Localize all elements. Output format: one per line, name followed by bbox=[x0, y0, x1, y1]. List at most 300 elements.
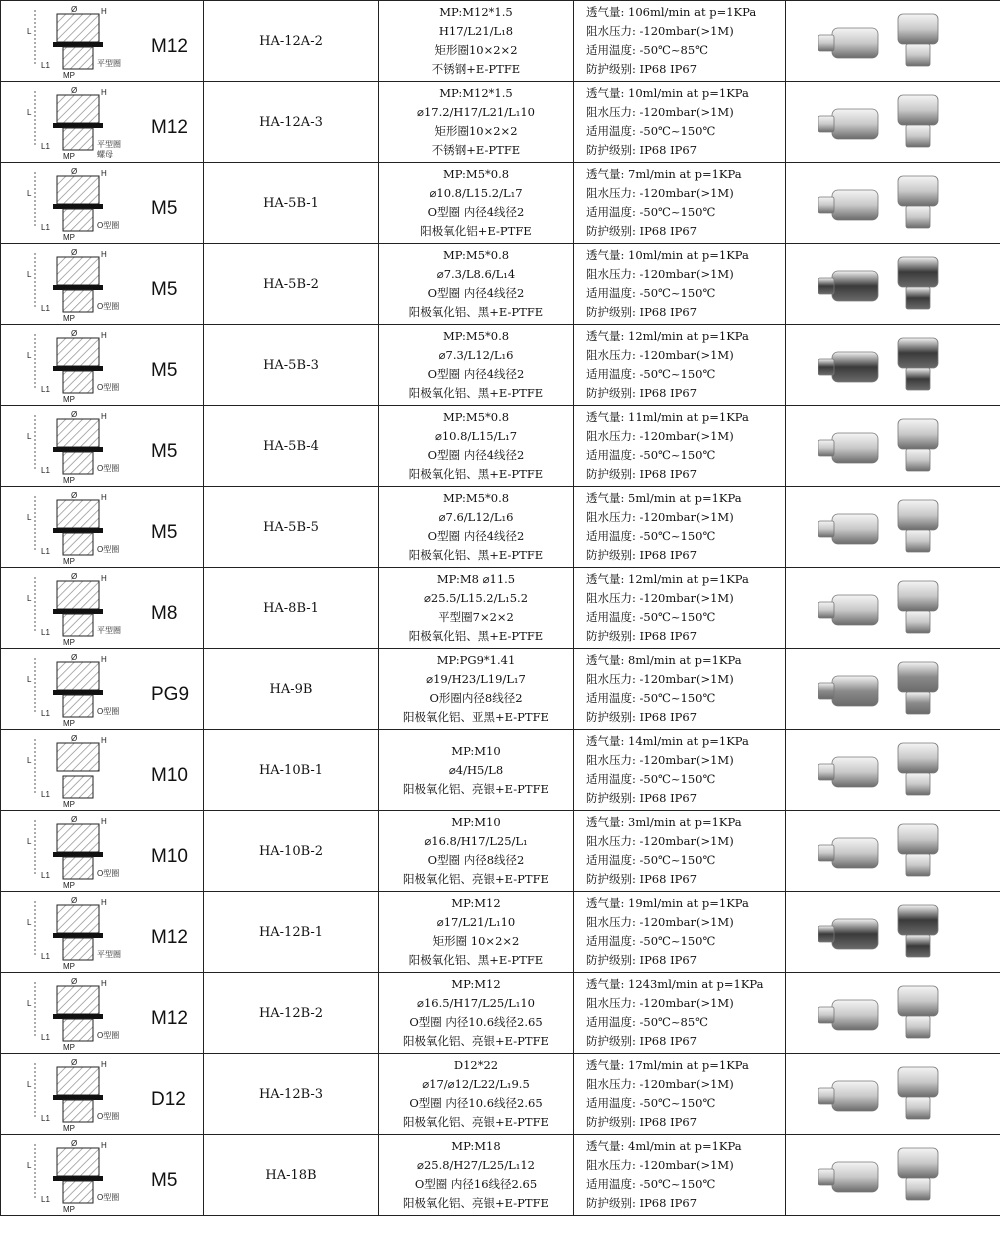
spec-line: ⌀16.5/H17/L25/L₁10 bbox=[417, 996, 535, 1010]
plug-thread-section bbox=[63, 776, 93, 798]
table-row bbox=[1, 244, 1000, 325]
diameter-label: Ø bbox=[71, 247, 78, 257]
performance-line: 防护级别: IP68 IP67 bbox=[586, 953, 698, 967]
model-number: HA-5B-4 bbox=[204, 406, 379, 487]
l1-label: L1 bbox=[41, 789, 50, 799]
length-label: L bbox=[27, 674, 32, 684]
length-label: L bbox=[27, 107, 32, 117]
specification-cell bbox=[379, 649, 574, 730]
dimension-diagram bbox=[1, 1136, 202, 1215]
performance-line: 适用温度: -50℃~150℃ bbox=[586, 610, 716, 624]
thread-size-label: M12 bbox=[151, 116, 188, 138]
seal-ring-section bbox=[53, 1095, 103, 1100]
vent-plug-right bbox=[898, 743, 938, 795]
spec-line: MP:M12 bbox=[451, 896, 501, 910]
height-label: H bbox=[101, 735, 107, 745]
seal-type-label: O型圈 bbox=[97, 220, 120, 230]
seal-type-label: O型圈 bbox=[97, 1111, 120, 1121]
thread-size-label: M12 bbox=[151, 1007, 188, 1029]
mp-label: MP bbox=[63, 718, 75, 728]
seal-ring-section bbox=[53, 528, 103, 533]
diameter-label: Ø bbox=[71, 4, 78, 14]
plug-thread-section bbox=[63, 47, 93, 69]
spec-line: D12*22 bbox=[453, 1058, 499, 1072]
l1-label: L1 bbox=[41, 870, 50, 880]
spec-line: ⌀17.2/H17/L21/L₁10 bbox=[417, 105, 535, 119]
height-label: H bbox=[101, 492, 107, 502]
product-photo bbox=[818, 492, 968, 562]
plug-drawing bbox=[27, 5, 121, 80]
plug-drawing bbox=[27, 734, 107, 809]
vent-plug-right bbox=[898, 581, 938, 633]
product-photo-cell bbox=[786, 568, 1000, 649]
plug-head-section bbox=[57, 986, 99, 1014]
length-label: L bbox=[27, 755, 32, 765]
plug-thread-section bbox=[63, 1100, 93, 1122]
model-number: HA-10B-2 bbox=[204, 811, 379, 892]
seal-ring-section bbox=[53, 285, 103, 290]
performance-line: 适用温度: -50℃~150℃ bbox=[586, 1096, 716, 1110]
dimension-diagram bbox=[1, 1055, 202, 1134]
performance-line: 防护级别: IP68 IP67 bbox=[586, 467, 698, 481]
product-photo bbox=[818, 1059, 968, 1129]
dimension-diagram-cell bbox=[1, 811, 204, 892]
spec-line: ⌀25.8/H27/L25/L₁12 bbox=[417, 1158, 535, 1172]
diameter-label: Ø bbox=[71, 652, 78, 662]
spec-line: H17/L21/L₁8 bbox=[438, 24, 514, 38]
performance-cell bbox=[574, 487, 786, 568]
seal-type-label: O型圈 bbox=[97, 1030, 120, 1040]
dimension-diagram bbox=[1, 893, 202, 972]
thread-size-label: PG9 bbox=[151, 683, 190, 705]
spec-line: MP:M12*1.5 bbox=[439, 5, 513, 19]
performance-line: 防护级别: IP68 IP67 bbox=[586, 872, 698, 886]
height-label: H bbox=[101, 978, 107, 988]
thread-size-label: M8 bbox=[151, 602, 178, 624]
spec-line: O形圈内径8线径2 bbox=[429, 691, 523, 705]
plug-drawing bbox=[27, 491, 119, 566]
plug-thread-section bbox=[63, 452, 93, 474]
performance-line: 防护级别: IP68 IP67 bbox=[586, 629, 698, 643]
performance-line: 防护级别: IP68 IP67 bbox=[586, 305, 698, 319]
performance-line: 透气量: 7ml/min at p=1KPa bbox=[586, 167, 742, 181]
performance-line: 阻水压力: -120mbar(>1M) bbox=[586, 753, 734, 767]
dimension-diagram bbox=[1, 164, 202, 243]
plug-head-section bbox=[57, 824, 99, 852]
spec-line: 阳极氧化铝、亮银+E-PTFE bbox=[403, 1115, 549, 1129]
vent-plug-right bbox=[898, 905, 938, 957]
spec-line: ⌀7.6/L12/L₁6 bbox=[438, 510, 514, 524]
seal-ring-section bbox=[53, 852, 103, 857]
product-photo bbox=[818, 897, 968, 967]
spec-line: 不锈钢+E-PTFE bbox=[431, 143, 521, 157]
product-photo-cell bbox=[786, 973, 1000, 1054]
spec-line: 阳极氧化铝+E-PTFE bbox=[420, 224, 532, 238]
seal-type-label: 平型圈 bbox=[97, 625, 121, 635]
thread-size-label: M5 bbox=[151, 521, 178, 543]
product-photo-cell bbox=[786, 1, 1000, 82]
spec-line: 阳极氧化铝、亮银+E-PTFE bbox=[403, 872, 549, 886]
thread-size-label: M5 bbox=[151, 359, 178, 381]
specification-cell bbox=[379, 163, 574, 244]
length-label: L bbox=[27, 188, 32, 198]
performance-line: 防护级别: IP68 IP67 bbox=[586, 62, 698, 76]
diameter-label: Ø bbox=[71, 409, 78, 419]
dimension-diagram-cell bbox=[1, 892, 204, 973]
l1-label: L1 bbox=[41, 1194, 50, 1204]
diameter-label: Ø bbox=[71, 814, 78, 824]
spec-line: 阳极氧化铝、黑+E-PTFE bbox=[408, 629, 544, 643]
l1-label: L1 bbox=[41, 708, 50, 718]
seal-ring-section bbox=[53, 204, 103, 209]
l1-label: L1 bbox=[41, 303, 50, 313]
mp-label: MP bbox=[63, 799, 75, 809]
spec-line: MP:M5*0.8 bbox=[442, 248, 510, 262]
model-number: HA-5B-5 bbox=[204, 487, 379, 568]
length-label: L bbox=[27, 269, 32, 279]
spec-line: 阳极氧化铝、黑+E-PTFE bbox=[408, 467, 544, 481]
performance-line: 阻水压力: -120mbar(>1M) bbox=[586, 996, 734, 1010]
height-label: H bbox=[101, 411, 107, 421]
dimension-diagram bbox=[1, 569, 202, 648]
height-label: H bbox=[101, 897, 107, 907]
seal-ring-section bbox=[53, 933, 103, 938]
plug-thread-section bbox=[63, 938, 93, 960]
performance-cell bbox=[574, 163, 786, 244]
performance-line: 适用温度: -50℃~150℃ bbox=[586, 124, 716, 138]
plug-thread-section bbox=[63, 290, 93, 312]
plug-thread-section bbox=[63, 695, 93, 717]
spec-line: 矩形圈 10×2×2 bbox=[432, 934, 520, 948]
vent-plug-right bbox=[898, 14, 938, 66]
plug-head-section bbox=[57, 95, 99, 123]
spec-line: 阳极氧化铝、黑+E-PTFE bbox=[408, 305, 544, 319]
performance-cell bbox=[574, 649, 786, 730]
l1-label: L1 bbox=[41, 951, 50, 961]
performance-cell bbox=[574, 568, 786, 649]
specification-cell bbox=[379, 82, 574, 163]
performance-line: 适用温度: -50℃~150℃ bbox=[586, 529, 716, 543]
spec-line: 阳极氧化铝、黑+E-PTFE bbox=[408, 953, 544, 967]
spec-line: MP:M10 bbox=[451, 743, 501, 758]
spec-line: MP:M10 bbox=[451, 815, 501, 829]
performance-line: 透气量: 10ml/min at p=1KPa bbox=[586, 86, 749, 100]
specification-cell bbox=[379, 730, 574, 811]
height-label: H bbox=[101, 1059, 107, 1069]
specification-cell bbox=[379, 811, 574, 892]
spec-line: ⌀10.8/L15/L₁7 bbox=[434, 429, 518, 443]
vent-plug-right bbox=[898, 1067, 938, 1119]
spec-line: 阳极氧化铝、亚黑+E-PTFE bbox=[403, 710, 549, 724]
spec-line: O型圈 内径10.6线径2.65 bbox=[409, 1015, 543, 1029]
l1-label: L1 bbox=[41, 222, 50, 232]
model-number: HA-5B-3 bbox=[204, 325, 379, 406]
vent-plug-right bbox=[898, 662, 938, 714]
specification-cell bbox=[379, 1, 574, 82]
seal-ring-section bbox=[53, 123, 103, 128]
product-photo bbox=[818, 816, 968, 886]
spec-line: ⌀7.3/L8.6/L₁4 bbox=[436, 267, 516, 281]
vent-plug-right bbox=[898, 257, 938, 309]
spec-line: MP:M12*1.5 bbox=[439, 86, 513, 100]
seal-ring-section bbox=[53, 690, 103, 695]
vent-plug-left bbox=[818, 1000, 878, 1030]
dimension-diagram bbox=[1, 650, 202, 729]
mp-label: MP bbox=[63, 1123, 75, 1133]
performance-line: 防护级别: IP68 IP67 bbox=[586, 143, 698, 157]
vent-plug-left bbox=[818, 1081, 878, 1111]
seal-ring-section bbox=[53, 771, 103, 776]
performance-line: 透气量: 14ml/min at p=1KPa bbox=[586, 734, 749, 748]
vent-plug-left bbox=[818, 757, 878, 787]
spec-line: ⌀17/⌀12/L22/L₁9.5 bbox=[422, 1077, 530, 1091]
plug-thread-section bbox=[63, 1019, 93, 1041]
vent-plug-right bbox=[898, 824, 938, 876]
plug-head-section bbox=[57, 905, 99, 933]
dimension-diagram bbox=[1, 326, 202, 405]
model-number: HA-12A-2 bbox=[204, 1, 379, 82]
plug-drawing bbox=[27, 572, 121, 647]
height-label: H bbox=[101, 654, 107, 664]
plug-drawing bbox=[27, 1058, 119, 1133]
product-photo bbox=[818, 735, 968, 805]
seal-ring-section bbox=[53, 447, 103, 452]
seal-ring-section bbox=[53, 1176, 103, 1181]
vent-plug-right bbox=[898, 176, 938, 228]
seal-ring-section bbox=[53, 1014, 103, 1019]
performance-line: 适用温度: -50℃~150℃ bbox=[586, 853, 716, 867]
performance-line: 阻水压力: -120mbar(>1M) bbox=[586, 915, 734, 929]
table-row bbox=[1, 487, 1000, 568]
thread-size-label: M5 bbox=[151, 440, 178, 462]
thread-size-label: M5 bbox=[151, 278, 178, 300]
product-photo bbox=[818, 1140, 968, 1210]
performance-cell bbox=[574, 892, 786, 973]
performance-cell bbox=[574, 1, 786, 82]
plug-drawing bbox=[27, 1139, 119, 1214]
dimension-diagram bbox=[1, 407, 202, 486]
performance-line: 阻水压力: -120mbar(>1M) bbox=[586, 591, 734, 605]
performance-line: 透气量: 17ml/min at p=1KPa bbox=[586, 1058, 749, 1072]
model-number: HA-12A-3 bbox=[204, 82, 379, 163]
performance-line: 透气量: 12ml/min at p=1KPa bbox=[586, 329, 749, 343]
plug-thread-section bbox=[63, 128, 93, 150]
spec-line: O型圈 内径16线径2.65 bbox=[414, 1177, 538, 1191]
length-label: L bbox=[27, 1160, 32, 1170]
mp-label: MP bbox=[63, 637, 75, 647]
vent-plug-left bbox=[818, 595, 878, 625]
plug-drawing bbox=[27, 329, 119, 404]
mp-label: MP bbox=[63, 556, 75, 566]
seal-type-label: 平型圈 bbox=[97, 139, 121, 149]
spec-line: 阳极氧化铝、黑+E-PTFE bbox=[408, 548, 544, 562]
plug-thread-section bbox=[63, 371, 93, 393]
vent-plug-left bbox=[818, 433, 878, 463]
spec-line: O型圈 内径4线径2 bbox=[427, 367, 525, 381]
spec-line: MP:M12 bbox=[451, 977, 501, 991]
vent-plug-right bbox=[898, 95, 938, 147]
plug-drawing bbox=[27, 977, 119, 1052]
spec-line: 阳极氧化铝、亮银+E-PTFE bbox=[403, 781, 549, 796]
spec-line: 平型圈7×2×2 bbox=[438, 610, 514, 624]
performance-line: 防护级别: IP68 IP67 bbox=[586, 710, 698, 724]
mp-label: MP bbox=[63, 1042, 75, 1052]
dimension-diagram bbox=[1, 83, 202, 162]
diameter-label: Ø bbox=[71, 571, 78, 581]
plug-thread-section bbox=[63, 533, 93, 555]
spec-line: 阳极氧化铝、亮银+E-PTFE bbox=[403, 1034, 549, 1048]
dimension-diagram bbox=[1, 731, 202, 810]
spec-line: ⌀25.5/L15.2/L₁5.2 bbox=[423, 591, 529, 605]
l1-label: L1 bbox=[41, 60, 50, 70]
dimension-diagram bbox=[1, 974, 202, 1053]
performance-line: 阻水压力: -120mbar(>1M) bbox=[586, 1077, 734, 1091]
dimension-diagram bbox=[1, 488, 202, 567]
performance-cell bbox=[574, 325, 786, 406]
dimension-diagram-cell bbox=[1, 1054, 204, 1135]
plug-drawing bbox=[27, 167, 119, 242]
performance-cell bbox=[574, 1054, 786, 1135]
model-number: HA-12B-1 bbox=[204, 892, 379, 973]
product-photo bbox=[818, 168, 968, 238]
performance-line: 阻水压力: -120mbar(>1M) bbox=[586, 429, 734, 443]
performance-cell bbox=[574, 82, 786, 163]
dimension-diagram-cell bbox=[1, 163, 204, 244]
height-label: H bbox=[101, 168, 107, 178]
spec-line: MP:M5*0.8 bbox=[442, 167, 510, 181]
spec-line: MP:PG9*1.41 bbox=[436, 653, 516, 667]
performance-line: 适用温度: -50℃~150℃ bbox=[586, 934, 716, 948]
dimension-diagram-cell bbox=[1, 244, 204, 325]
mp-label: MP bbox=[63, 961, 75, 971]
seal-type-label: O型圈 bbox=[97, 868, 120, 878]
performance-line: 适用温度: -50℃~85℃ bbox=[586, 1015, 709, 1029]
spec-line: ⌀19/H23/L19/L₁7 bbox=[426, 672, 526, 686]
dimension-diagram-cell bbox=[1, 973, 204, 1054]
performance-cell bbox=[574, 811, 786, 892]
specification-cell bbox=[379, 973, 574, 1054]
l1-label: L1 bbox=[41, 465, 50, 475]
vent-plug-right bbox=[898, 500, 938, 552]
vent-plug-right bbox=[898, 419, 938, 471]
spec-line: 矩形圈10×2×2 bbox=[434, 124, 518, 138]
performance-line: 阻水压力: -120mbar(>1M) bbox=[586, 348, 734, 362]
specification-cell bbox=[379, 892, 574, 973]
plug-head-section bbox=[57, 500, 99, 528]
plug-head-section bbox=[57, 1148, 99, 1176]
spec-line: 阳极氧化铝、亮银+E-PTFE bbox=[403, 1196, 549, 1210]
plug-thread-section bbox=[63, 857, 93, 879]
performance-line: 阻水压力: -120mbar(>1M) bbox=[586, 105, 734, 119]
model-number: HA-10B-1 bbox=[204, 730, 379, 811]
spec-line: ⌀7.3/L12/L₁6 bbox=[438, 348, 514, 362]
spec-line: ⌀4/H5/L8 bbox=[448, 762, 504, 777]
vent-plug-right bbox=[898, 338, 938, 390]
plug-head-section bbox=[57, 1067, 99, 1095]
plug-thread-section bbox=[63, 1181, 93, 1203]
spec-line: MP:M8 ⌀11.5 bbox=[436, 572, 516, 586]
product-photo-cell bbox=[786, 325, 1000, 406]
dimension-diagram-cell bbox=[1, 1135, 204, 1216]
plug-head-section bbox=[57, 257, 99, 285]
performance-line: 适用温度: -50℃~150℃ bbox=[586, 1177, 716, 1191]
table-row bbox=[1, 82, 1000, 163]
product-photo-cell bbox=[786, 811, 1000, 892]
table-row bbox=[1, 730, 1000, 811]
performance-line: 防护级别: IP68 IP67 bbox=[586, 1196, 698, 1210]
table-row bbox=[1, 568, 1000, 649]
vent-plug-left bbox=[818, 28, 878, 58]
mp-label: MP bbox=[63, 394, 75, 404]
mp-label: MP bbox=[63, 313, 75, 323]
product-photo-cell bbox=[786, 163, 1000, 244]
specification-cell bbox=[379, 1054, 574, 1135]
length-label: L bbox=[27, 593, 32, 603]
model-number: HA-12B-2 bbox=[204, 973, 379, 1054]
spec-line: O型圈 内径4线径2 bbox=[427, 205, 525, 219]
thread-size-label: M12 bbox=[151, 35, 188, 57]
length-label: L bbox=[27, 1079, 32, 1089]
thread-size-label: M5 bbox=[151, 197, 178, 219]
mp-label: MP bbox=[63, 880, 75, 890]
dimension-diagram-cell bbox=[1, 1, 204, 82]
performance-line: 透气量: 1243ml/min at p=1KPa bbox=[586, 977, 764, 991]
performance-line: 阻水压力: -120mbar(>1M) bbox=[586, 186, 734, 200]
height-label: H bbox=[101, 330, 107, 340]
spec-line: 矩形圈10×2×2 bbox=[434, 43, 518, 57]
seal-type-label: O型圈 bbox=[97, 544, 120, 554]
product-photo-cell bbox=[786, 1135, 1000, 1216]
spec-line: MP:M5*0.8 bbox=[442, 410, 510, 424]
performance-line: 透气量: 4ml/min at p=1KPa bbox=[586, 1139, 742, 1153]
spec-line: O型圈 内径4线径2 bbox=[427, 529, 525, 543]
table-row bbox=[1, 973, 1000, 1054]
product-photo bbox=[818, 330, 968, 400]
vent-plug-right bbox=[898, 1148, 938, 1200]
length-label: L bbox=[27, 512, 32, 522]
length-label: L bbox=[27, 350, 32, 360]
performance-line: 透气量: 106ml/min at p=1KPa bbox=[586, 5, 757, 19]
plug-drawing bbox=[27, 815, 119, 890]
dimension-diagram-cell bbox=[1, 730, 204, 811]
l1-label: L1 bbox=[41, 627, 50, 637]
plug-drawing bbox=[27, 896, 121, 971]
l1-label: L1 bbox=[41, 141, 50, 151]
vent-plug-left bbox=[818, 352, 878, 382]
product-photo-cell bbox=[786, 730, 1000, 811]
product-photo bbox=[818, 87, 968, 157]
dimension-diagram-cell bbox=[1, 649, 204, 730]
seal-ring-section bbox=[53, 366, 103, 371]
spec-line: 不锈钢+E-PTFE bbox=[431, 62, 521, 76]
plug-thread-section bbox=[63, 614, 93, 636]
specification-cell bbox=[379, 568, 574, 649]
vent-plug-left bbox=[818, 271, 878, 301]
spec-line: MP:M5*0.8 bbox=[442, 329, 510, 343]
diameter-label: Ø bbox=[71, 166, 78, 176]
table-row bbox=[1, 406, 1000, 487]
nut-label: 螺母 bbox=[97, 149, 113, 159]
spec-line: O型圈 内径8线径2 bbox=[427, 853, 525, 867]
seal-type-label: O型圈 bbox=[97, 706, 120, 716]
vent-plug-right bbox=[898, 986, 938, 1038]
thread-size-label: D12 bbox=[151, 1088, 186, 1110]
model-number: HA-9B bbox=[204, 649, 379, 730]
performance-line: 适用温度: -50℃~150℃ bbox=[586, 448, 716, 462]
spec-line: O型圈 内径4线径2 bbox=[427, 448, 525, 462]
vent-plug-left bbox=[818, 514, 878, 544]
spec-line: MP:M18 bbox=[451, 1139, 501, 1153]
